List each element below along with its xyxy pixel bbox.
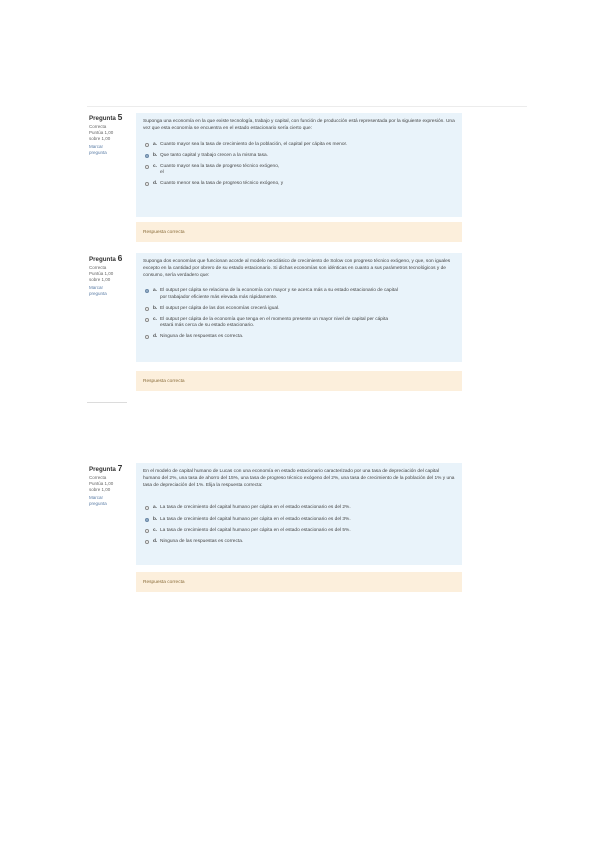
feedback-box <box>136 371 462 391</box>
answer-text: El output per cápita se relaciona de la economía con mayor y se acerca más a su estado estacionario de capital por trabajador eficiente más elevada más rápidamente. <box>160 288 398 300</box>
question-score-max: sobre 1,00 <box>89 136 111 141</box>
answer-list <box>143 505 455 545</box>
radio-button[interactable] <box>145 335 149 339</box>
answer-option[interactable]: d. Cuanto menor sea la tasa de progreso técnico exógeno, y <box>143 181 455 187</box>
answer-option[interactable]: d. Ninguna de las respuestas es correcta. <box>143 539 455 545</box>
answer-text: La tasa de crecimiento del capital humano per cápita en el estado estacionario es del 2%. <box>160 505 351 511</box>
question-text: Suponga dos economías que funcionan acorde al modelo neoclásico de crecimiento de Solow con progreso técnico exógeno, y que, son iguales excepto en la cantidad por obrero de su estado estacionario. Si dichas economías son idénticas en cuanto a sus parámetros tecnológicos y de consumo, sería verdadero que: <box>143 259 451 278</box>
answer-text: Cuanto mayor sea la tasa de progreso técnico exógeno, el <box>160 164 280 176</box>
flag-icon-label: Marcar <box>89 144 104 149</box>
flag-question-link[interactable]: Marcar pregunta <box>89 495 107 506</box>
answer-text: Que tanto capital y trabajo crecen a la misma tasa. <box>160 152 268 158</box>
radio-button[interactable] <box>145 165 149 169</box>
answer-list <box>143 288 455 340</box>
answer-text: Ninguna de las respuestas es correcta. <box>160 334 244 340</box>
answer-text: El output per cápita de la economía que tenga en el momento presente un mayor nivel de capital per cápita estará más cerca de su estado estacionario. <box>160 317 388 329</box>
radio-button[interactable] <box>145 529 149 533</box>
question-score: Puntúa 1,00 <box>89 481 114 486</box>
question-state: Correcta <box>89 265 107 270</box>
question-score-max: sobre 1,00 <box>89 487 111 492</box>
radio-button-selected[interactable] <box>145 518 149 522</box>
feedback-text: Respuesta correcta <box>143 378 185 384</box>
answer-option[interactable]: d. Ninguna de las respuestas es correcta. <box>143 334 455 340</box>
answer-option[interactable]: b. La tasa de crecimiento del capital humano per cápita en el estado estacionario es del 3%. <box>143 517 455 523</box>
answer-option[interactable]: b. El output per cápita de las dos economías crecerá igual. <box>143 306 455 312</box>
answer-option[interactable]: b. Que tanto capital y trabajo crecen a la misma tasa. <box>143 153 455 159</box>
flag-question-link[interactable]: Marcar pregunta <box>89 144 129 156</box>
answer-option[interactable]: a. El output per cápita se relaciona de la economía con mayor y se acerca más a su estado estacionario de capital por trabajador eficiente más elevada más rápidamente. <box>143 288 455 300</box>
question-number: Pregunta 5 <box>89 112 123 122</box>
feedback-text: Respuesta correcta <box>143 229 185 235</box>
answer-text: Cuanto mayor sea la tasa de crecimiento de la población, el capital per cápita es menor. <box>160 141 348 147</box>
feedback-box <box>136 222 462 242</box>
question-info <box>89 255 129 297</box>
question-info <box>89 465 129 507</box>
answer-option[interactable]: a. Cuanto mayor sea la tasa de crecimiento de la población, el capital per cápita es menor. <box>143 142 455 148</box>
answer-option[interactable]: c. Cuanto mayor sea la tasa de progreso técnico exógeno, el <box>143 164 455 176</box>
question-state: Correcta <box>89 475 107 480</box>
question-number: Pregunta 7 <box>89 463 123 473</box>
answer-text: La tasa de crecimiento del capital humano per cápita en el estado estacionario es del 3%. <box>160 516 351 522</box>
question-score: Puntúa 1,00 <box>89 271 114 276</box>
page-break-divider <box>87 402 127 403</box>
answer-text: La tasa de crecimiento del capital humano per cápita en el estado estacionario es del 5%. <box>160 527 351 533</box>
question-box <box>136 253 462 362</box>
radio-button[interactable] <box>145 143 149 147</box>
question-text: En el modelo de capital humano de Lucas con una economía en estado estacionario caracterizado por una tasa de depreciación del capital humano del 2%, una tasa de ahorro del 15%, una tasa de progreso técnico exógeno del 2%, una tasa de crecimiento de la población del 1% y una tasa de depreciación del 1%. Elija la respuesta correcta: <box>143 469 455 488</box>
answer-option[interactable]: c. El output per cápita de la economía que tenga en el momento presente un mayor nivel de capital per cápita estará más cerca de su estado estacionario. <box>143 317 455 329</box>
radio-button[interactable] <box>145 540 149 544</box>
feedback-box <box>136 572 462 592</box>
radio-button[interactable] <box>145 318 149 322</box>
radio-button-selected[interactable] <box>145 154 149 158</box>
top-divider <box>87 106 527 107</box>
radio-button[interactable] <box>145 506 149 510</box>
answer-text: Ninguna de las respuestas es correcta. <box>160 539 244 544</box>
answer-option[interactable]: a. La tasa de crecimiento del capital humano per cápita en el estado estacionario es del 2%. <box>143 505 455 511</box>
radio-button[interactable] <box>145 307 149 311</box>
answer-text: Cuanto menor sea la tasa de progreso técnico exógeno, y <box>160 181 284 187</box>
question-state: Correcta <box>89 124 107 129</box>
question-score-max: sobre 1,00 <box>89 277 111 282</box>
answer-option[interactable]: c. La tasa de crecimiento del capital humano per cápita en el estado estacionario es del 5%. <box>143 528 455 534</box>
answer-list <box>143 142 455 188</box>
question-score: Puntúa 1,00 <box>89 130 114 135</box>
question-box <box>136 113 462 217</box>
question-box <box>136 463 462 565</box>
question-number: Pregunta 6 <box>89 253 123 263</box>
question-text: Suponga una economía en la que existe tecnología, trabajo y capital, con función de producción está representada por la siguiente expresión. Una vez que esta economía se encuentra en el estado estacionario sería cierto que: <box>143 119 455 131</box>
feedback-text: Respuesta correcta <box>143 579 185 585</box>
radio-button-selected[interactable] <box>145 289 149 293</box>
flag-question-link[interactable]: Marcar pregunta <box>89 285 107 296</box>
question-info <box>89 114 129 156</box>
radio-button[interactable] <box>145 182 149 186</box>
answer-text: El output per cápita de las dos economías crecerá igual. <box>160 305 280 311</box>
